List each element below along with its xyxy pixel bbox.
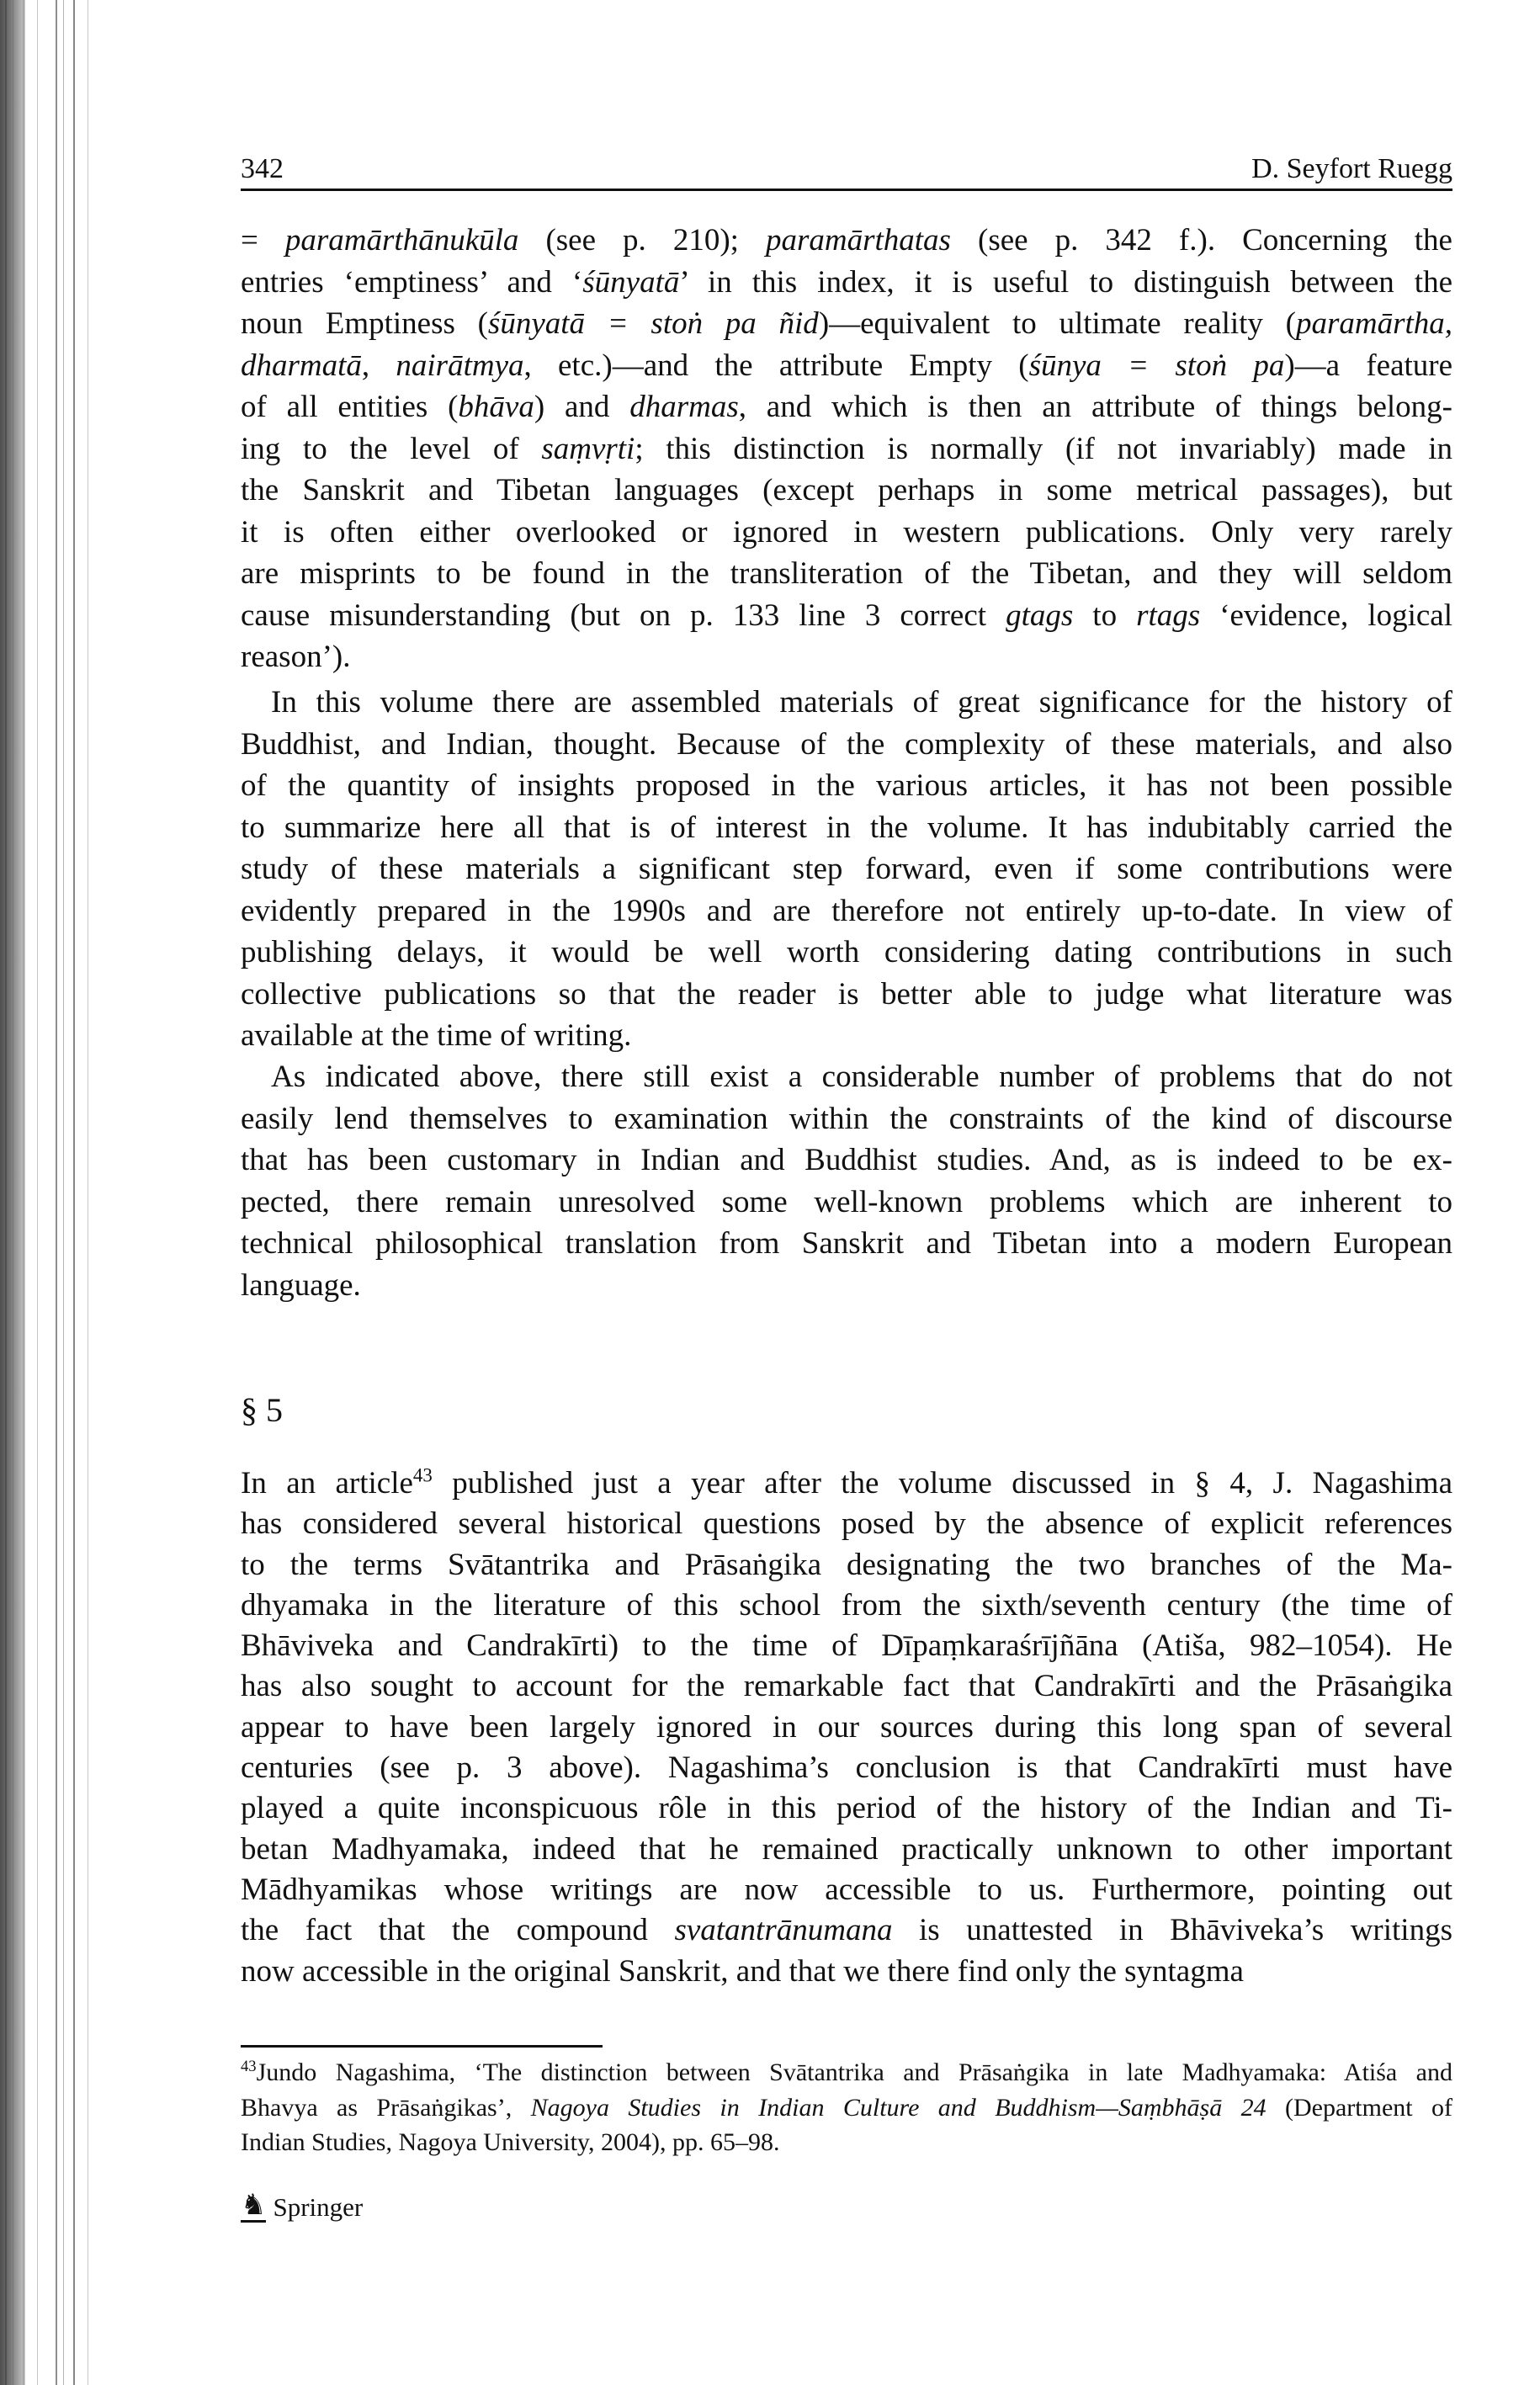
- text-run: played a quite inconspicuous rôle in this period of the history of the Indian and Ti-: [241, 1791, 1452, 1826]
- paragraph-index-note: [241, 220, 1452, 678]
- text-line: [241, 1056, 1452, 1098]
- text-line: [241, 595, 1452, 637]
- italic-term: Nagoya Studies in Indian Culture and Buddhism—Saṃbhāṣā 24: [530, 2093, 1267, 2122]
- text-run: ‘evidence, logical: [1200, 598, 1452, 633]
- text-line: [241, 636, 1452, 678]
- text-run: has considered several historical questions posed by the absence of explicit references: [241, 1506, 1452, 1542]
- text-line: [241, 2090, 1452, 2126]
- text-line: [241, 2055, 1452, 2090]
- text-run: noun Emptiness (: [241, 306, 488, 341]
- text-run: cause misunderstanding (but on p. 133 line 3 correct: [241, 598, 1006, 633]
- text-line: [241, 512, 1452, 554]
- text-run: to: [1073, 598, 1137, 633]
- text-run: (see p. 342 f.). Concerning the: [950, 223, 1452, 258]
- text-run: In this volume there are assembled materials of great significance for the history of: [271, 685, 1452, 720]
- text-line: [241, 1708, 1452, 1748]
- text-line: [241, 890, 1452, 932]
- text-run: evidently prepared in the 1990s and are therefore not entirely up-to-date. In view of: [241, 893, 1452, 928]
- text-run: (Department of: [1266, 2093, 1453, 2122]
- text-line: [241, 262, 1452, 304]
- text-run: has also sought to account for the remarkable fact that Candrakīrti and the Prāsaṅgika: [241, 1669, 1452, 1704]
- footnote-marker: 43: [241, 2057, 257, 2075]
- italic-term: paramārtha,: [1295, 306, 1453, 341]
- text-run: ’ in this index, it is useful to distinguish between the: [679, 264, 1453, 300]
- text-run: reason’).: [241, 640, 351, 674]
- text-line: [241, 848, 1452, 890]
- text-line: [241, 765, 1452, 807]
- text-run: entries ‘emptiness’ and ‘: [241, 264, 583, 300]
- text-run: study of these materials a significant step forward, even if some contributions were: [241, 852, 1452, 886]
- text-run: Bhavya as Prāsaṅgikas’,: [241, 2093, 531, 2122]
- text-run: As indicated above, there still exist a considerable number of problems that do not: [271, 1060, 1452, 1094]
- text-run: betan Madhyamaka, indeed that he remained practically unknown to other important: [241, 1831, 1452, 1867]
- text-line: [241, 1139, 1452, 1182]
- text-run: Indian Studies, Nagoya University, 2004), pp. 65–98.: [241, 2128, 780, 2156]
- text-run: Buddhist, and Indian, thought. Because of the complexity of these materials, and also: [241, 726, 1452, 762]
- text-run: Bhāviveka and Candrakīrti) to the time of Dīpaṃkaraśrījñāna (Atiša, 982–1054). He: [241, 1628, 1452, 1664]
- text-line: [241, 974, 1452, 1016]
- text-run: ; this distinction is normally (if not invariably) made in: [635, 431, 1452, 466]
- text-line: [241, 1463, 1452, 1504]
- running-header-author: D. Seyfort Ruegg: [1251, 153, 1452, 184]
- text-run: to summarize here all that is of interest in the volume. It has indubitably carried the: [241, 810, 1452, 845]
- text-line: [241, 1626, 1452, 1666]
- text-run: publishing delays, it would be well worth considering dating contributions in such: [241, 935, 1452, 969]
- text-line: [241, 1952, 1452, 1992]
- italic-term: nairātmya: [396, 348, 524, 383]
- text-run: , etc.)—and the attribute Empty (: [523, 348, 1029, 383]
- text-line: [241, 1870, 1452, 1910]
- footnote-43: [241, 2055, 1452, 2160]
- text-line: [241, 1223, 1452, 1265]
- text-run: it is often either overlooked or ignored in western publications. Only very rarely: [241, 514, 1452, 550]
- text-line: [241, 1015, 1452, 1057]
- italic-term: dharmas: [629, 390, 739, 424]
- footnote-rule: [241, 2045, 603, 2048]
- text-line: [241, 1788, 1452, 1829]
- text-run: ing to the level of: [241, 431, 542, 466]
- text-line: [241, 386, 1452, 428]
- text-run: language.: [241, 1267, 361, 1303]
- paragraph-volume-assessment: [241, 682, 1452, 1057]
- text-run: the fact that the compound: [241, 1913, 675, 1948]
- text-run: , and which is then an attribute of things belong-: [738, 390, 1452, 424]
- text-line: [241, 1666, 1452, 1707]
- italic-term: rtags: [1136, 598, 1201, 633]
- text-run: pected, there remain unresolved some well-known problems which are inherent to: [241, 1184, 1452, 1219]
- italic-term: svatantrānumana: [674, 1913, 893, 1948]
- text-run: Jundo Nagashima, ‘The distinction between Svātantrika and Prāsaṅgika in late Madhyamaka: Atiśa and: [256, 2058, 1452, 2086]
- text-run: are misprints to be found in the transliteration of the Tibetan, and they will seldom: [241, 556, 1452, 591]
- text-run: that has been customary in Indian and Buddhist studies. And, as is indeed to be ex-: [241, 1143, 1452, 1177]
- scan-edge-shadow: [0, 0, 25, 2385]
- text-line: [241, 1545, 1452, 1586]
- text-run: now accessible in the original Sanskrit, and that we there find only the syntagma: [241, 1953, 1244, 1989]
- page-number: 342: [241, 153, 284, 184]
- publisher-name: Springer: [273, 2191, 364, 2222]
- italic-term: śūnya = stoṅ pa: [1028, 348, 1285, 383]
- text-run: In an article: [241, 1466, 413, 1501]
- footnote-marker: 43: [412, 1464, 433, 1486]
- publisher-footer: [241, 2191, 363, 2223]
- text-run: is unattested in Bhāviveka’s writings: [892, 1913, 1452, 1948]
- italic-term: paramārthānukūla: [284, 223, 519, 258]
- text-run: centuries (see p. 3 above). Nagashima’s conclusion is that Candrakīrti must have: [241, 1750, 1452, 1786]
- text-run: of the quantity of insights proposed in the various articles, it has not been possible: [241, 768, 1452, 803]
- text-line: [241, 807, 1452, 849]
- text-run: collective publications so that the reader is better able to judge what literature was: [241, 976, 1452, 1012]
- text-line: [241, 470, 1452, 512]
- text-run: to the terms Svātantrika and Prāsaṅgika designating the two branches of the Ma-: [241, 1547, 1452, 1582]
- text-run: (see p. 210);: [518, 223, 766, 258]
- text-run: =: [241, 223, 285, 258]
- text-line: [241, 428, 1452, 470]
- text-line: [241, 1586, 1452, 1626]
- text-line: [241, 1182, 1452, 1224]
- text-run: the Sanskrit and Tibetan languages (except perhaps in some metrical passages), but: [241, 473, 1452, 507]
- text-line: [241, 1098, 1452, 1140]
- section-heading: § 5: [241, 1391, 283, 1429]
- text-run: dhyamaka in the literature of this school from the sixth/seventh century (the time of: [241, 1587, 1452, 1623]
- text-line: [241, 932, 1452, 974]
- text-run: easily lend themselves to examination within the constraints of the kind of discourse: [241, 1101, 1452, 1136]
- text-line: [241, 1504, 1452, 1544]
- text-line: [241, 1910, 1452, 1951]
- paragraph-nagashima: [241, 1463, 1452, 1992]
- text-run: appear to have been largely ignored in our sources during this long span of several: [241, 1709, 1452, 1745]
- text-run: )—a feature: [1284, 348, 1453, 383]
- springer-logo-icon: ♞: [241, 2190, 267, 2221]
- italic-term: śūnyatā: [582, 264, 680, 300]
- text-run: available at the time of writing.: [241, 1018, 632, 1053]
- italic-term: bhāva: [458, 390, 534, 424]
- text-line: [241, 1265, 1452, 1307]
- italic-term: paramārthatas: [765, 223, 951, 258]
- italic-term: dharmatā: [241, 348, 362, 383]
- italic-term: gtags: [1006, 598, 1074, 633]
- text-line: [241, 724, 1452, 766]
- text-run: technical philosophical translation from Sanskrit and Tibetan into a modern European: [241, 1226, 1452, 1261]
- text-line: [241, 345, 1452, 387]
- text-line: [241, 1748, 1452, 1788]
- text-run: )—equivalent to ultimate reality (: [818, 306, 1296, 341]
- text-run: ,: [361, 348, 396, 383]
- text-run: of all entities (: [241, 390, 459, 424]
- text-line: [241, 303, 1452, 345]
- text-run: ) and: [534, 390, 630, 424]
- text-line: [241, 2125, 1452, 2160]
- header-rule: [241, 189, 1452, 191]
- text-line: [241, 1830, 1452, 1870]
- text-line: [241, 682, 1452, 724]
- text-line: [241, 220, 1452, 262]
- italic-term: saṃvṛti: [541, 431, 635, 466]
- text-line: [241, 553, 1452, 595]
- paragraph-unresolved-problems: [241, 1056, 1452, 1306]
- text-run: published just a year after the volume discussed in § 4, J. Nagashima: [432, 1466, 1453, 1501]
- italic-term: śūnyatā = stoṅ pa ñid: [487, 306, 819, 341]
- text-run: Mādhyamikas whose writings are now accessible to us. Furthermore, pointing out: [241, 1872, 1452, 1907]
